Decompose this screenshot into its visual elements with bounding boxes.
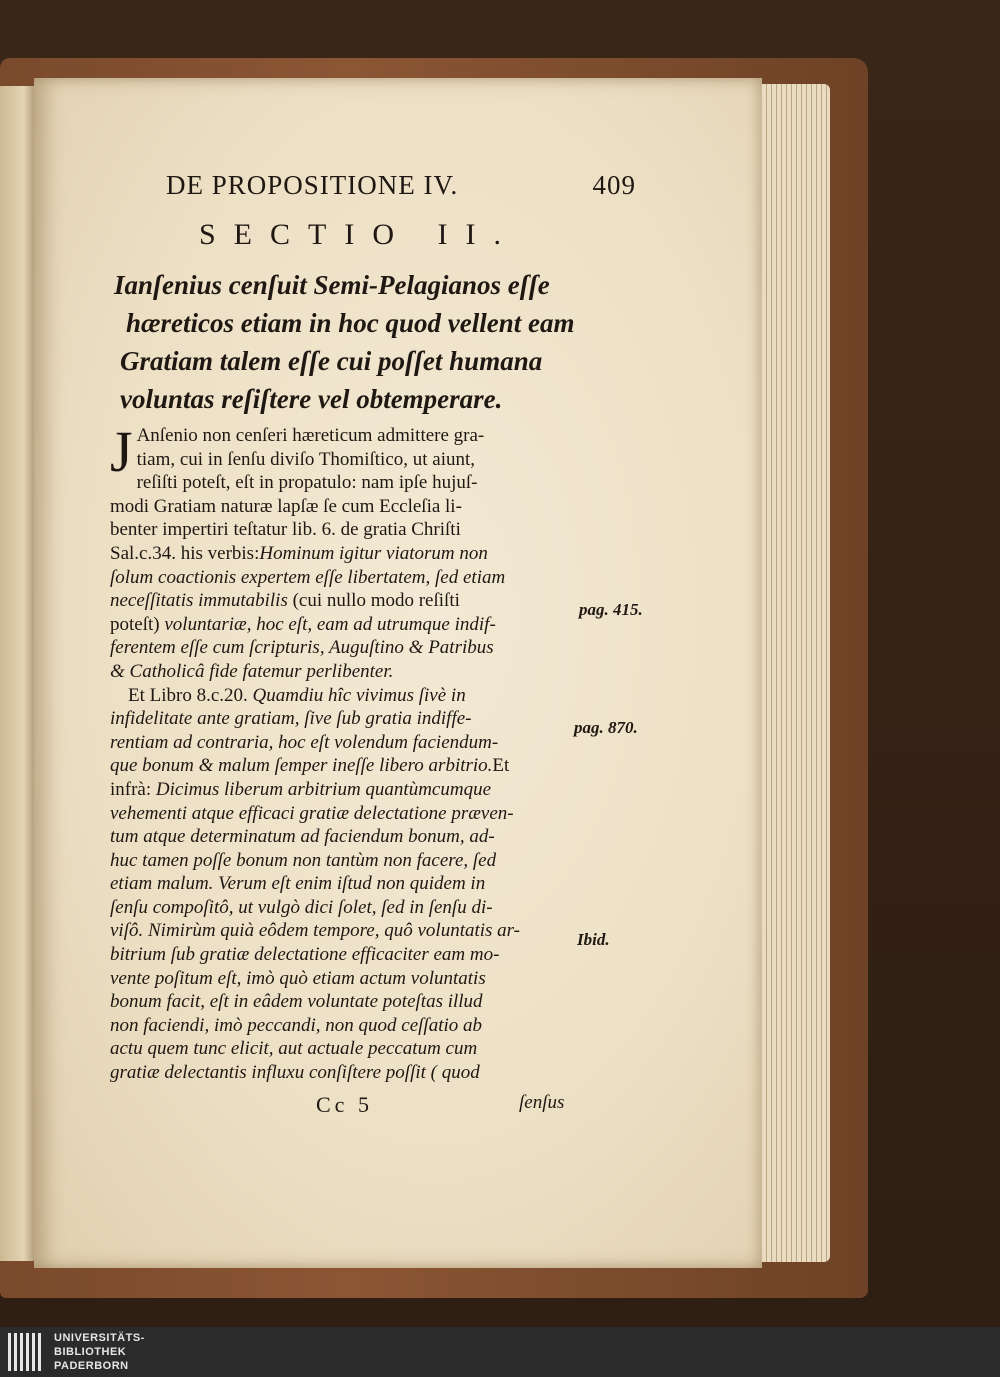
text-roman: infrà: bbox=[110, 778, 156, 800]
library-name-line: UNIVERSITÄTS- bbox=[54, 1332, 145, 1344]
margin-note-page-ref: pag. 415. bbox=[579, 600, 643, 619]
text-line: ſenſu compoſitô, ut vulgò dici ſolet, ſed in ſenſu di- bbox=[110, 896, 493, 918]
running-head bbox=[166, 170, 636, 204]
text-line bbox=[110, 754, 580, 778]
text-line: non faciendi, imò peccandi, non quod ceſſatio ab bbox=[110, 1014, 483, 1036]
text-line: actu quem tunc elicit, aut actuale peccatum cum bbox=[110, 1038, 478, 1060]
book-page bbox=[34, 78, 762, 1268]
text-line: bitrium ſub gratiæ delectatione efficaciter eam mo- bbox=[110, 944, 500, 966]
title-line: Gratiam talem eſſe cui poſſet humana bbox=[120, 346, 543, 376]
library-name-line: PADERBORN bbox=[54, 1360, 129, 1372]
text-line: vehementi atque efficaci gratiæ delectatione præven- bbox=[110, 802, 514, 824]
text-line: tiam, cui in ſenſu diviſo Thomiſtico, ut aiunt, bbox=[136, 448, 476, 470]
text-line: & Catholicâ fide fatemur perlibenter. bbox=[110, 660, 394, 682]
text-roman: (cui nullo modo reſiſti bbox=[287, 590, 460, 612]
text-quote: que bonum & malum ſemper ineſſe libero arbitrio. bbox=[110, 755, 493, 777]
text-line: vente poſitum eſt, imò quò etiam actum voluntatis bbox=[110, 967, 486, 989]
text-line: etiam malum. Verum eſt enim iſtud non quidem in bbox=[110, 873, 486, 895]
signature-mark: Cc 5 bbox=[316, 1092, 373, 1117]
left-page-edge bbox=[0, 86, 34, 1261]
text-line: reſiſti poteſt, eſt in propatulo: nam ipſe hujuſ- bbox=[136, 472, 478, 494]
text-roman: Et bbox=[492, 755, 510, 777]
text-roman: Et Libro 8.c.20. bbox=[128, 684, 253, 706]
margin-note-page-ref: pag. 870. bbox=[574, 718, 638, 737]
text-line: ſolum coactionis expertem eſſe libertatem, ſed etiam bbox=[110, 566, 506, 588]
text-quote: Quamdiu hîc vivimus ſivè in bbox=[252, 684, 466, 706]
text-line: Anſenio non cenſeri hæreticum admittere gra- bbox=[136, 425, 485, 446]
footer-bar bbox=[0, 1327, 1000, 1377]
text-quote: Hominum igitur viatorum non bbox=[259, 542, 488, 564]
library-logo-icon bbox=[8, 1333, 48, 1371]
text-line bbox=[110, 778, 580, 802]
library-name-line: BIBLIOTHEK bbox=[54, 1346, 127, 1358]
catchword: ſenſus bbox=[519, 1092, 565, 1113]
text-quote: neceſſitatis immutabilis bbox=[110, 590, 288, 612]
library-name bbox=[54, 1331, 145, 1373]
body-text bbox=[110, 419, 580, 1085]
text-quote: Dicimus liberum arbitrium quantùmcumque bbox=[155, 778, 492, 800]
text-line: huc tamen poſſe bonum non tantùm non facere, ſed bbox=[110, 849, 497, 871]
title-line: voluntas reſiſtere vel obtemperare. bbox=[120, 384, 503, 414]
text-line bbox=[110, 589, 580, 613]
text-line: bonum facit, eſt in eâdem voluntate poteſtas illud bbox=[110, 991, 483, 1013]
page-number: 409 bbox=[592, 170, 636, 200]
text-line bbox=[110, 613, 580, 637]
margin-note-ibid: Ibid. bbox=[577, 930, 610, 949]
text-line: tum atque determinatum ad faciendum bonum, ad- bbox=[110, 826, 495, 848]
running-head-title: DE PROPOSITIONE IV. bbox=[166, 170, 459, 200]
text-line bbox=[110, 684, 580, 708]
text-line: rentiam ad contraria, hoc eſt volendum faciendum- bbox=[110, 731, 499, 753]
text-line: benter impertiri teſtatur lib. 6. de gratia Chriſti bbox=[110, 519, 461, 541]
title-line: hæreticos etiam in hoc quod vellent eam bbox=[126, 308, 575, 338]
text-roman: poteſt) bbox=[110, 613, 165, 635]
text-line: gratiæ delectantis influxu conſiſtere poſſit ( quod bbox=[110, 1062, 480, 1084]
text-line bbox=[110, 542, 580, 566]
text-line: infidelitate ante gratiam, ſive ſub gratia indiffe- bbox=[110, 708, 472, 730]
title-line: Ianſenius cenſuit Semi-Pelagianos eſſe bbox=[114, 270, 550, 300]
chapter-title bbox=[114, 266, 584, 418]
text-line: ferentem eſſe cum ſcripturis, Auguſtino & Patribus bbox=[110, 637, 494, 659]
page-leaf-edges bbox=[752, 84, 830, 1262]
text-quote: voluntariæ, hoc eſt, eam ad utrumque indif- bbox=[164, 613, 496, 635]
text-line: viſô. Nimirùm quià eôdem tempore, quô voluntatis ar- bbox=[110, 920, 521, 942]
text-line: modi Gratiam naturæ lapſæ ſe cum Eccleſia li- bbox=[110, 495, 462, 517]
text-roman: Sal.c.34. his verbis: bbox=[110, 542, 260, 564]
drop-capital: J bbox=[110, 419, 133, 484]
section-heading: SECTIO II. bbox=[199, 218, 519, 251]
